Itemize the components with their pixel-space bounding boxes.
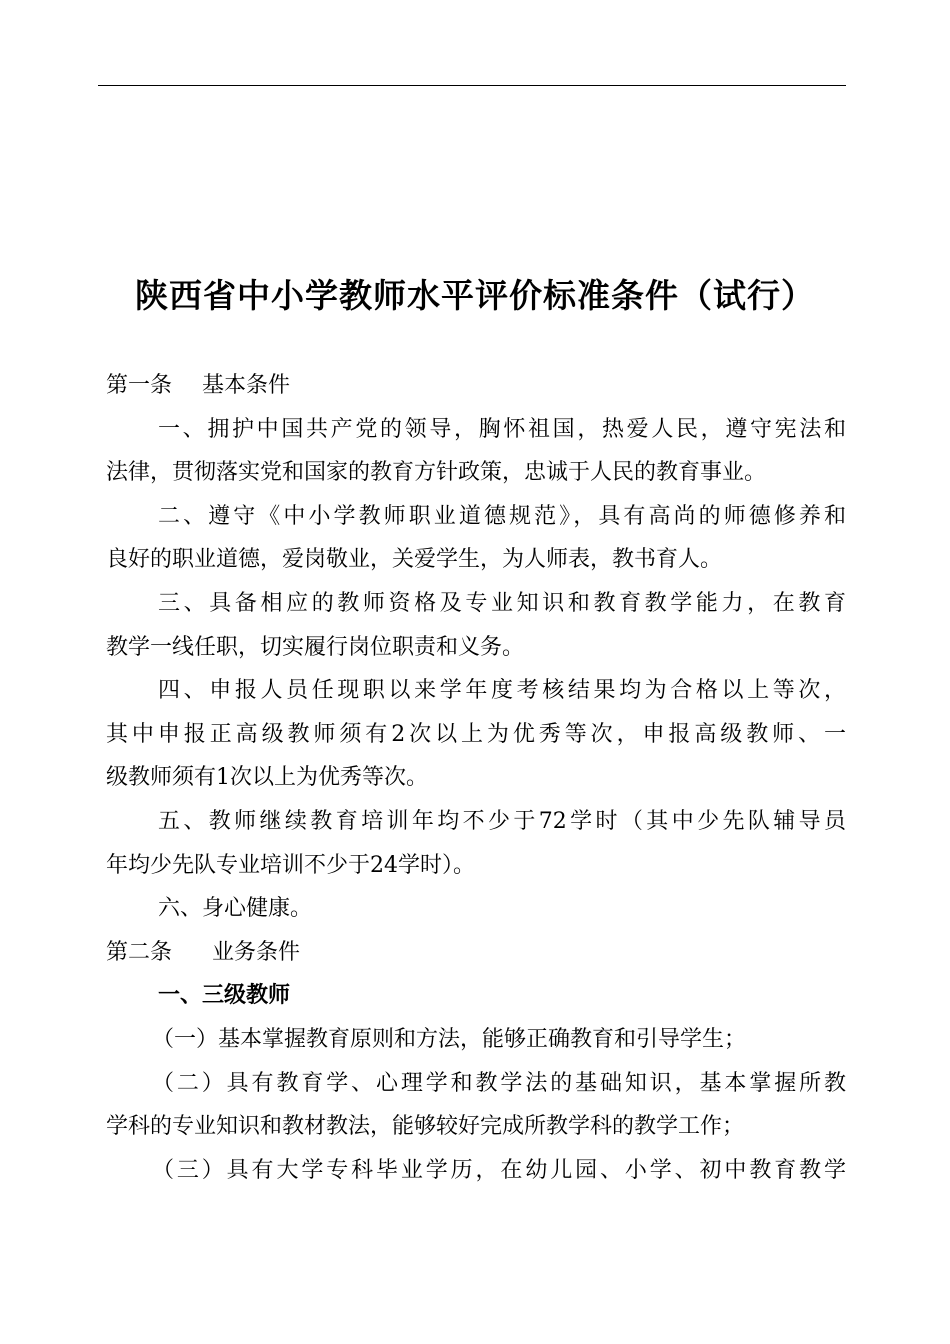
paragraph-line: 五、教师继续教育培训年均不少于72学时（其中少先队辅导员: [158, 808, 846, 834]
article-title: 基本条件: [202, 373, 291, 398]
article-number: 第二条: [106, 939, 173, 965]
paragraph-line: 级教师须有1次以上为优秀等次。: [106, 765, 428, 791]
paragraph-line: 三、具备相应的教师资格及专业知识和教育教学能力，在教育: [158, 590, 846, 616]
document-title: 陕西省中小学教师水平评价标准条件（试行）: [135, 276, 815, 315]
article-title: 业务条件: [212, 939, 301, 965]
paragraph-line: 二、遵守《中小学教师职业道德规范》，具有高尚的师德修养和: [158, 503, 846, 529]
paragraph-line: 学科的专业知识和教材教法，能够较好完成所教学科的教学工作；: [106, 1114, 745, 1140]
paragraph-line: 良好的职业道德，爱岗敬业，关爱学生，为人师表，教书育人。: [106, 547, 723, 573]
paragraph-line: 六、身心健康。: [158, 896, 313, 922]
paragraph-line: 年均少先队专业培训不少于24学时）。: [106, 852, 475, 878]
paragraph-line: 其中申报正高级教师须有2次以上为优秀等次，申报高级教师、一: [106, 721, 846, 747]
article-number: 第一条: [106, 373, 173, 398]
header-rule: [98, 85, 846, 86]
paragraph-line: （二）具有教育学、心理学和教学法的基础知识，基本掌握所教: [152, 1070, 846, 1096]
paragraph-line: （一）基本掌握教育原则和方法，能够正确教育和引导学生；: [152, 1026, 747, 1052]
paragraph-line: 一、拥护中国共产党的领导，胸怀祖国，热爱人民，遵守宪法和: [158, 416, 846, 442]
paragraph-line: 四、申报人员任现职以来学年度考核结果均为合格以上等次，: [158, 678, 846, 704]
paragraph-line: （三）具有大学专科毕业学历，在幼儿园、小学、初中教育教学: [152, 1157, 846, 1183]
section-subheading: 一、三级教师: [158, 983, 291, 1009]
paragraph-line: 教学一线任职，切实履行岗位职责和义务。: [106, 634, 525, 660]
article-heading: [106, 364, 846, 408]
article-heading: [106, 931, 846, 975]
document-body: [106, 364, 846, 1192]
paragraph-line: 法律，贯彻落实党和国家的教育方针政策，忠诚于人民的教育事业。: [106, 460, 767, 486]
